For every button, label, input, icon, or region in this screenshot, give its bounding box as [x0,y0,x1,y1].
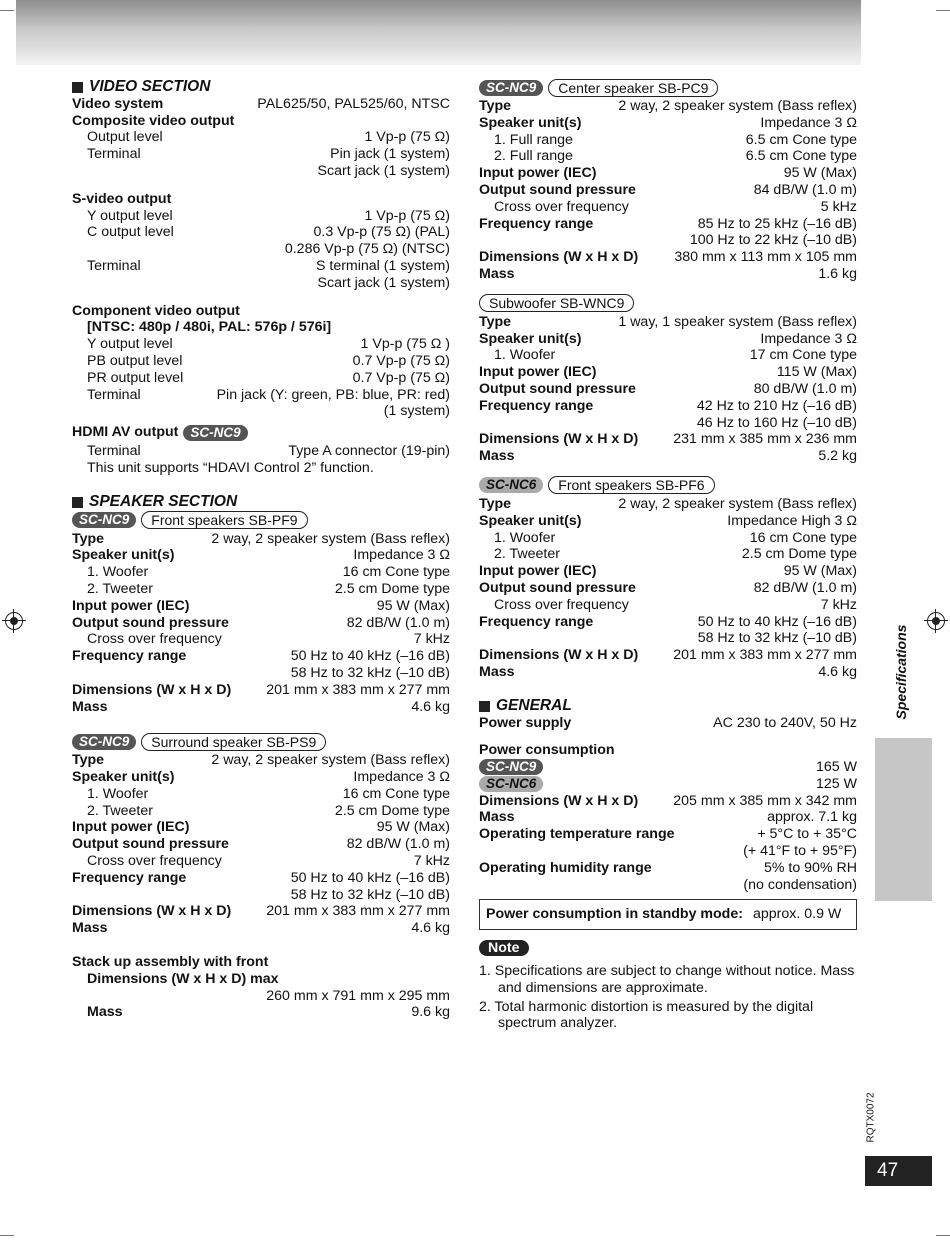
spec-label: 2. Tweeter [494,546,560,563]
spec-row [72,387,450,404]
spec-value: Impedance High 3 Ω [727,512,857,529]
spec-label: Dimensions (W x H x D) [72,903,232,920]
spec-label: Terminal [87,443,141,460]
spec-row [479,597,857,614]
spec-value: 0.286 Vp-p (75 Ω) (NTSC) [284,241,450,258]
model-badge: SC-NC9 [183,425,247,441]
spec-value: 6.5 cm Cone type [745,131,857,148]
spec-value: (no condensation) [743,876,857,893]
speaker-name: Surround speaker SB-PS9 [141,733,326,751]
spec-label: 1. Woofer [87,785,149,802]
spec-row [479,664,857,681]
spec-value: 4.6 kg [411,698,450,715]
spec-row [72,258,450,275]
spec-value: 95 W (Max) [376,597,450,614]
spacer [72,477,450,494]
spec-value: 95 W (Max) [783,165,857,182]
spec-row [72,615,450,632]
spec-label: Cross over frequency [494,198,629,215]
spec-value: 50 Hz to 40 kHz (–16 dB) [697,613,857,630]
spec-row [479,614,857,631]
model-badge: SC-NC6 [479,776,543,792]
spec-value: 80 dB/W (1.0 m) [753,380,857,397]
spec-label: Output sound pressure [479,579,636,596]
spec-value: Impedance 3 Ω [760,330,857,347]
spec-label: Power consumption in standby mode: [486,906,743,923]
spec-row [479,809,857,826]
spacer [479,681,857,698]
spec-row [479,364,857,381]
spec-row [72,752,450,769]
spec-value: 95 W (Max) [376,819,450,836]
standby-box [479,899,857,930]
spec-value: 201 mm x 383 mm x 277 mm [266,681,450,698]
spec-value: 1 Vp-p (75 Ω) [364,207,450,224]
spec-label: Cross over frequency [87,853,222,870]
general-section-heading [479,698,857,715]
spacer [479,465,857,476]
section-title: VIDEO SECTION [89,78,211,95]
spec-value: 201 mm x 383 mm x 277 mm [673,647,857,664]
spec-value: 2 way, 2 speaker system (Bass reflex) [618,495,857,512]
spec-value: 82 dB/W (1.0 m) [346,836,450,853]
spec-label: Power supply [479,714,572,731]
spec-value: Scart jack (1 system) [317,162,450,179]
spec-value: 2.5 cm Dome type [334,580,450,597]
spec-label: Input power (IEC) [479,364,597,381]
crop-mark [936,1235,950,1236]
spec-value: Impedance 3 Ω [760,114,857,131]
spec-label: PB output level [87,352,183,369]
square-bullet-icon [479,701,490,712]
spec-label: Output sound pressure [72,836,229,853]
spec-value: 16 cm Cone type [749,529,857,546]
model-badge: SC-NC6 [479,477,543,493]
spec-row [479,563,857,580]
spec-value: (+ 41°F to + 95°F) [743,843,857,860]
spec-row [479,647,857,664]
spec-row [72,665,450,682]
spec-row [72,803,450,820]
left-column [72,79,450,1021]
spec-heading: Composite video output [72,112,235,129]
spec-label: Frequency range [72,648,187,665]
spec-row [479,381,857,398]
spec-row [72,819,450,836]
spec-value: Type A connector (19-pin) [288,443,450,460]
spec-value: 9.6 kg [411,1004,450,1021]
spacer [72,715,450,732]
spec-value: PAL625/50, PAL525/60, NTSC [257,95,450,112]
spec-row [72,631,450,648]
spec-row [479,398,857,415]
model-badge: SC-NC9 [479,80,543,96]
spec-label: Y output level [87,207,173,224]
spec-row [479,115,857,132]
spec-row [479,415,857,432]
spec-heading: HDMI AV output [72,424,179,441]
spec-row [479,249,857,266]
spec-value: 6.5 cm Cone type [745,148,857,165]
spacer [479,731,857,742]
speaker-name: Front speakers SB-PF9 [141,511,307,529]
spec-label: Cross over frequency [87,631,222,648]
spec-label: Output sound pressure [479,380,636,397]
spec-label: Dimensions (W x H x D) [479,431,639,448]
spec-value: 2.5 cm Dome type [334,802,450,819]
spec-label: Mass [479,663,515,680]
spec-row [72,870,450,887]
speaker-name: Subwoofer SB-WNC9 [479,294,634,312]
spec-label: Operating temperature range [479,826,675,843]
spec-value: 17 cm Cone type [749,347,857,364]
spec-row [479,877,857,894]
spec-label: Dimensions (W x H x D) [479,792,639,809]
spec-row [72,146,450,163]
spec-row [72,699,450,716]
spec-value: 0.3 Vp-p (75 Ω) (PAL) [313,224,450,241]
spec-row [479,546,857,563]
crop-mark [0,10,14,11]
side-tab [875,738,932,901]
spec-label: Mass [72,920,108,937]
spec-value: Impedance 3 Ω [353,769,450,786]
spec-row [72,564,450,581]
spec-label: Operating humidity range [479,859,652,876]
spec-value: 82 dB/W (1.0 m) [346,614,450,631]
spec-value: 115 W (Max) [776,364,857,381]
spec-row [479,715,857,732]
spec-label: Frequency range [72,869,187,886]
spec-value: 16 cm Cone type [342,564,450,581]
spec-row [479,776,857,793]
spec-row [479,165,857,182]
spec-label: Cross over frequency [494,596,629,613]
spec-label: Speaker unit(s) [479,512,582,529]
spec-row [479,860,857,877]
spec-label: Type [72,752,105,769]
spec-heading: Stack up assembly with front [72,954,269,971]
side-label: Specifications [893,624,909,720]
document-id: RQTX0072 [865,1092,877,1143]
spec-value: 7 kHz [413,853,450,870]
spec-row [72,988,450,1005]
spec-value: 7 kHz [820,596,857,613]
spec-row [479,199,857,216]
spec-value: 260 mm x 791 mm x 295 mm [266,987,450,1004]
spec-row [72,224,450,241]
notes-list [479,963,857,1032]
spec-row [72,547,450,564]
spec-label: Frequency range [479,613,594,630]
spec-row [72,853,450,870]
section-title: SPEAKER SECTION [89,492,238,510]
spec-row [72,208,450,225]
spec-value: Scart jack (1 system) [317,274,450,291]
spacer [72,180,450,191]
spec-value: 50 Hz to 40 kHz (–16 dB) [290,869,450,886]
spec-value: 1 Vp-p (75 Ω ) [360,336,450,353]
spec-label: Type [479,313,512,330]
spec-row [72,786,450,803]
spec-label: Dimensions (W x H x D) [72,681,232,698]
spec-row [72,836,450,853]
spec-value: + 5°C to + 35°C [757,826,857,843]
hdmi-heading [72,423,450,442]
spec-label: Dimensions (W x H x D) [479,647,639,664]
spec-value: 58 Hz to 32 kHz (–10 dB) [290,886,450,903]
spec-value: 4.6 kg [411,920,450,937]
spec-value: approx. 0.9 W [752,906,842,923]
spec-value: 1 Vp-p (75 Ω) [364,129,450,146]
spec-row [479,793,857,810]
spec-label: Speaker unit(s) [479,114,582,131]
spec-row [72,531,450,548]
spec-row [479,826,857,843]
spec-value: 5% to 90% RH [763,859,857,876]
spec-row [479,148,857,165]
page-number: 47 [865,1156,932,1186]
spec-value: 165 W [815,759,857,776]
spec-row [72,370,450,387]
spec-label: Type [479,495,512,512]
spec-row [479,182,857,199]
section-title: GENERAL [496,696,572,714]
spec-value: S terminal (1 system) [315,257,450,274]
spec-row [479,132,857,149]
model-badge: SC-NC9 [479,759,543,775]
spec-label: Speaker unit(s) [72,547,175,564]
spec-row [72,598,450,615]
spec-value: 16 cm Cone type [342,785,450,802]
spec-value: 2.5 cm Dome type [741,546,857,563]
spec-row [479,232,857,249]
spec-heading: Component video output [72,302,240,319]
spec-value: 205 mm x 385 mm x 342 mm [673,792,857,809]
spec-label: Input power (IEC) [479,563,597,580]
spec-row [479,843,857,860]
spec-value: 95 W (Max) [783,563,857,580]
hdmi-note: This unit supports “HDAVI Control 2” function. [87,459,374,476]
spec-value: 82 dB/W (1.0 m) [753,579,857,596]
speaker-heading [72,511,450,530]
spec-label: Input power (IEC) [72,819,190,836]
spec-row [479,266,857,283]
spec-row [479,314,857,331]
spec-label: Type [479,98,512,114]
spec-label: Input power (IEC) [479,165,597,182]
spec-row [72,443,450,460]
spec-value: 2 way, 2 speaker system (Bass reflex) [618,98,857,114]
spec-value: 4.6 kg [818,663,857,680]
spec-label: C output level [87,224,174,241]
spec-row [72,648,450,665]
spec-value: 46 Hz to 160 Hz (–10 dB) [696,414,857,431]
right-column [479,78,857,1034]
spec-label: Terminal [87,386,141,403]
spec-value: 125 W [815,775,857,792]
spec-value: AC 230 to 240V, 50 Hz [713,714,857,731]
spec-label: Frequency range [479,397,594,414]
spec-label: Mass [87,1004,123,1021]
spec-label: 1. Woofer [494,347,556,364]
spec-value: 50 Hz to 40 kHz (–16 dB) [290,648,450,665]
spec-value: Pin jack (Y: green, PB: blue, PR: red) [216,386,450,403]
spec-label: Input power (IEC) [72,597,190,614]
spec-label: PR output level [87,369,184,386]
square-bullet-icon [72,82,83,93]
spec-value: 58 Hz to 32 kHz (–10 dB) [697,630,857,647]
spec-row [479,347,857,364]
spec-label: Terminal [87,257,141,274]
spec-row [479,448,857,465]
speaker-heading [72,732,450,751]
spec-row [72,903,450,920]
crop-mark [0,1235,14,1236]
spec-value: 5 kHz [820,198,857,215]
spec-label: Y output level [87,336,173,353]
spacer [479,283,857,294]
spec-label: 2. Full range [494,148,573,165]
model-badge: SC-NC9 [72,734,136,750]
spec-row [479,331,857,348]
spec-label: Mass [479,448,515,465]
video-section-heading [72,79,450,96]
spec-value: 2 way, 2 speaker system (Bass reflex) [211,530,450,547]
spec-value: 0.7 Vp-p (75 Ω) [352,369,450,386]
spec-row [479,98,857,115]
spec-value: Impedance 3 Ω [353,547,450,564]
speaker-section-heading [72,494,450,511]
spec-heading: Power consumption [479,742,615,759]
spacer [72,937,450,954]
spec-row [479,431,857,448]
spec-value: 1 way, 1 speaker system (Bass reflex) [618,313,857,330]
spec-value: 7 kHz [413,631,450,648]
speaker-name: Front speakers SB-PF6 [548,476,714,494]
spec-label: Frequency range [479,215,594,232]
spec-label: Terminal [87,146,141,163]
spec-value: approx. 7.1 kg [767,809,857,826]
spec-label: 2. Tweeter [87,580,153,597]
spec-row [72,769,450,786]
spec-row [72,129,450,146]
spacer [72,292,450,303]
speaker-heading [479,294,857,313]
spec-label: Type [72,530,105,547]
spec-label: Speaker unit(s) [479,330,582,347]
spec-label: 1. Woofer [87,564,149,581]
spec-label: Dimensions (W x H x D) max [87,970,279,987]
spec-row [72,1004,450,1021]
spec-row [72,163,450,180]
spec-row [479,530,857,547]
spec-row [479,216,857,233]
spec-value: 0.7 Vp-p (75 Ω) [352,352,450,369]
spec-label: Output sound pressure [479,181,636,198]
registration-mark-right [927,612,945,630]
spec-label: Video system [72,95,164,112]
spec-label: Mass [479,809,515,826]
note-item: 2. Total harmonic distortion is measured by the digital spectrum analyzer. [479,998,814,1032]
speaker-heading [479,78,857,97]
spec-row [72,241,450,258]
spec-row [72,920,450,937]
model-badge: SC-NC9 [72,512,136,528]
spec-label: 1. Woofer [494,529,556,546]
spec-value: 42 Hz to 210 Hz (–16 dB) [696,397,857,414]
speaker-name: Center speaker SB-PC9 [548,79,718,97]
spec-row [72,581,450,598]
spec-value: 2 way, 2 speaker system (Bass reflex) [211,752,450,769]
spec-row [72,336,450,353]
spec-label: Dimensions (W x H x D) [479,249,639,266]
header-band [16,0,861,65]
spec-row [72,353,450,370]
spec-label: Mass [479,265,515,282]
spec-value: 380 mm x 113 mm x 105 mm [674,249,857,266]
note-badge: Note [479,940,529,956]
spec-value: 58 Hz to 32 kHz (–10 dB) [290,664,450,681]
spec-label: Output sound pressure [72,614,229,631]
spec-value: 100 Hz to 22 kHz (–10 dB) [689,232,857,249]
spec-subheading: [NTSC: 480p / 480i, PAL: 576p / 576i] [87,319,332,336]
spec-row [72,682,450,699]
spec-value: 1.6 kg [818,265,857,282]
spec-value: 84 dB/W (1.0 m) [753,181,857,198]
spec-label: 1. Full range [494,131,573,148]
spec-row [479,759,857,776]
spec-heading: S-video output [72,190,172,207]
square-bullet-icon [72,497,83,508]
spec-row [72,403,450,420]
spec-value: 5.2 kg [818,448,857,465]
spec-value: Pin jack (1 system) [330,146,450,163]
spec-value: 85 Hz to 25 kHz (–16 dB) [697,215,857,232]
speaker-heading [479,476,857,495]
spec-label: Output level [87,129,163,146]
spec-row [479,513,857,530]
spec-value: 201 mm x 383 mm x 277 mm [266,903,450,920]
spec-label: Speaker unit(s) [72,769,175,786]
spec-row [479,496,857,513]
spec-label: Mass [72,698,108,715]
spec-label: 2. Tweeter [87,802,153,819]
spec-value: 231 mm x 385 mm x 236 mm [673,431,857,448]
spec-row [72,275,450,292]
spec-row [72,96,450,113]
spec-value: (1 system) [383,403,450,420]
crop-mark [936,10,950,11]
note-item: 1. Specifications are subject to change without notice. Mass and dimensions are approximate. [479,963,855,996]
spec-row [479,580,857,597]
spec-row [72,887,450,904]
spec-row [479,630,857,647]
registration-mark-left [5,612,23,630]
